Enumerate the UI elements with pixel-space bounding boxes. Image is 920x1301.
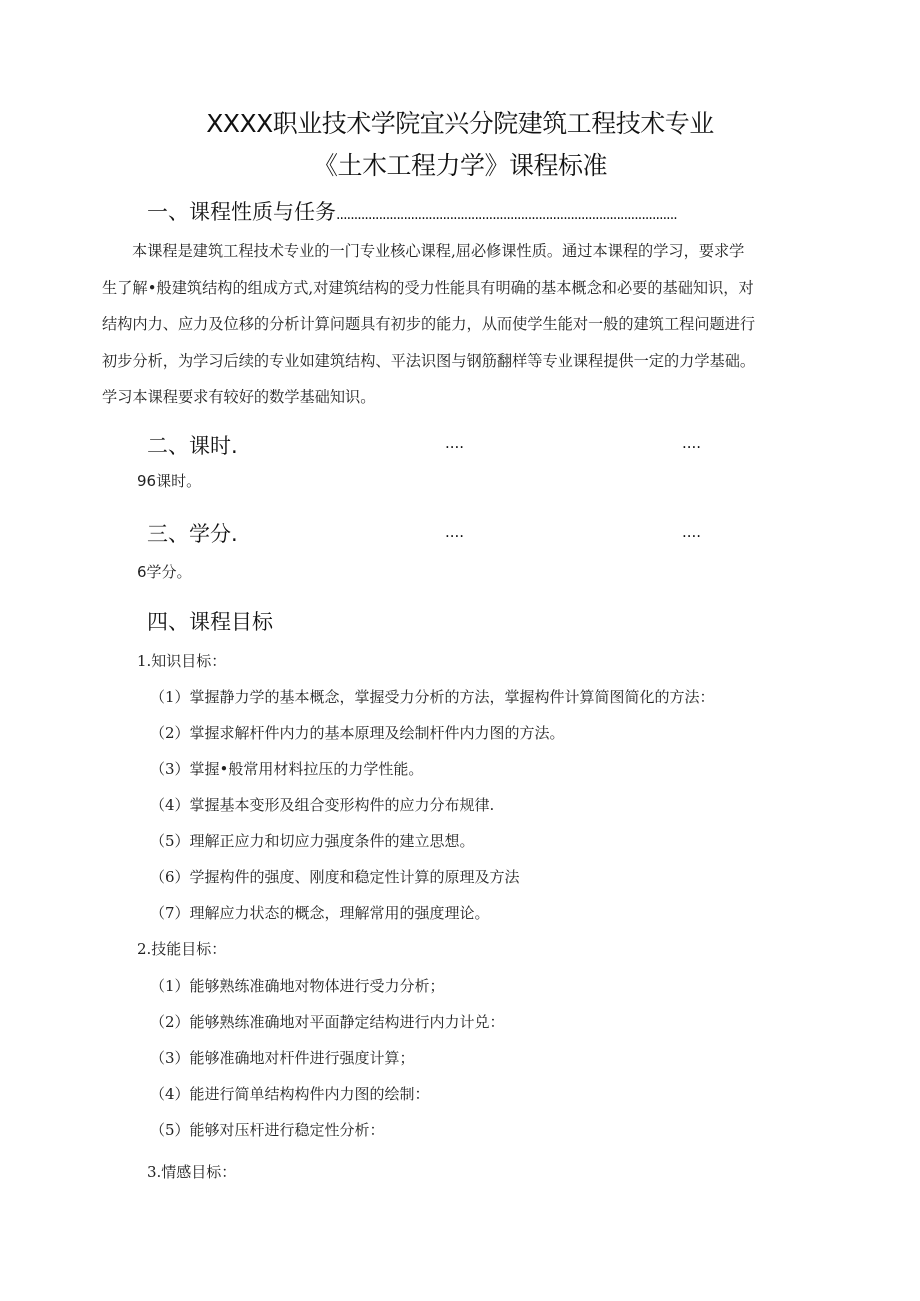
paragraph-line: 学习本课程要求有较好的数学基础知识。 xyxy=(102,388,376,406)
knowledge-goal-item: （1）掌握静力学的基本概念，掌握受力分析的方法，掌握构件计算简图简化的方法： xyxy=(150,688,715,706)
paragraph-line: 生了解•般建筑结构的组成方式,对建筑结构的受力性能具有明确的基本概念和必要的基础知识，对 xyxy=(102,278,754,297)
knowledge-goals-label: 1.知识目标： xyxy=(137,652,227,670)
skill-goal-item: （4）能进行简单结构构件内力图的绘制： xyxy=(150,1085,430,1103)
paragraph-line: 初步分析，为学习后续的专业如建筑结构、平法识图与钢筋翻样等专业课程提供一定的力学基础。 xyxy=(102,351,756,370)
section3-content xyxy=(137,561,192,582)
knowledge-goal-item: （7）理解应力状态的概念，理解常用的强度理论。 xyxy=(150,904,490,922)
knowledge-goal-item: （6）学握构件的强度、刚度和稳定性计算的原理及方法 xyxy=(150,868,520,886)
knowledge-goal-item: （5）理解正应力和切应力强度条件的建立思想。 xyxy=(150,832,475,850)
emotion-goals-label: 3.情感目标： xyxy=(147,1163,237,1181)
section1-paragraph xyxy=(102,233,830,416)
paragraph-line: 结构内力、应力及位移的分析计算问题具有初步的能力，从而使学生能对一般的建筑工程问题进行 xyxy=(102,315,756,333)
section2-content xyxy=(137,470,201,491)
class-hours-unit: 课时。 xyxy=(156,472,202,490)
section1-heading xyxy=(147,196,677,226)
section1-heading-text: 一、课程性质与任务 xyxy=(147,200,336,224)
section3-dots-b: .... xyxy=(682,523,702,541)
skill-goal-item: （1）能够熟练准确地对物体进行受力分析； xyxy=(150,977,445,995)
section3-heading: 三、学分. xyxy=(147,522,238,546)
skill-goals-label: 2.技能目标： xyxy=(137,940,227,958)
section1-leader-dots: ................................................................................................ xyxy=(336,207,677,223)
credits-unit: 学分。 xyxy=(146,563,192,581)
credits-number: 6 xyxy=(137,563,147,581)
skill-goal-item: （2）能够熟练准确地对平面静定结构进行内力计兑： xyxy=(150,1013,505,1031)
knowledge-goal-item: （3）掌握•般常用材料拉压的力学性能。 xyxy=(150,760,424,778)
skill-goal-item: （5）能够对压杆进行稳定性分析： xyxy=(150,1121,385,1139)
knowledge-goal-item: （4）掌握基本变形及组合变形构件的应力分布规律. xyxy=(150,796,495,814)
section2-dots-a: .... xyxy=(445,434,465,452)
knowledge-goal-item: （2）掌握求解杆件内力的基本原理及绘制杆件内力图的方法。 xyxy=(150,724,565,742)
document-title-line1: XXXX职业技术学院宜兴分院建筑工程技术专业 xyxy=(206,109,714,138)
skill-goal-item: （3）能够准确地对杆件进行强度计算； xyxy=(150,1049,415,1067)
paragraph-line: 本课程是建筑工程技术专业的一门专业核心课程,屈必修课性质。通过本课程的学习，要求学 xyxy=(132,242,745,260)
section2-heading: 二、课时. xyxy=(147,434,238,458)
section4-heading: 四、课程目标 xyxy=(147,610,273,634)
class-hours-number: 96 xyxy=(137,472,157,490)
section3-dots-a: .... xyxy=(445,523,465,541)
document-title-line2: 《土木工程力学》课程标准 xyxy=(312,151,607,180)
section2-dots-b: .... xyxy=(682,434,702,452)
